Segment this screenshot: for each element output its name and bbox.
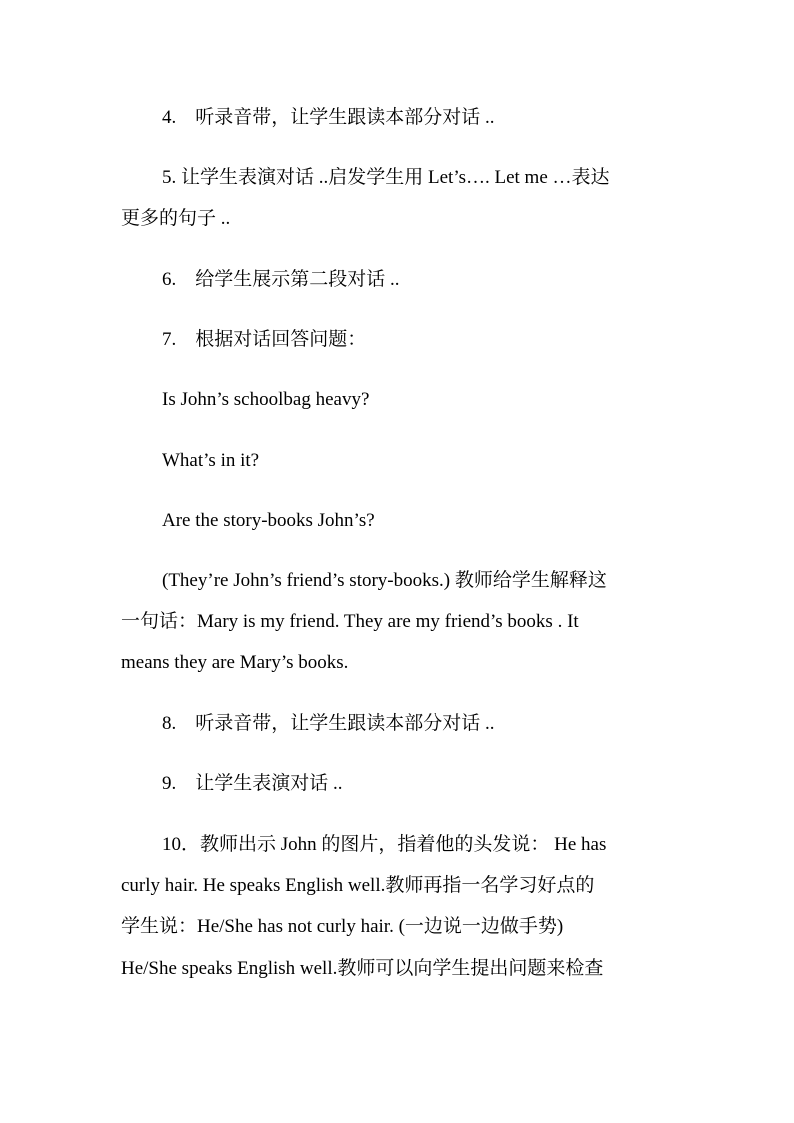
- step-8-line: 8. 听录音带，让学生跟读本部分对话 ..: [162, 713, 495, 734]
- step-4-line: 4. 听录音带，让学生跟读本部分对话 ..: [162, 107, 495, 128]
- step-7-line: 7. 根据对话回答问题：: [162, 329, 367, 350]
- step-9-line: 9. 让学生表演对话 ..: [162, 773, 343, 794]
- step-10-line-2: curly hair. He speaks English well.教师再指一名学习好点的: [121, 875, 595, 896]
- step-5-line-2: 更多的句子 ..: [121, 208, 231, 229]
- step-6-line: 6. 给学生展示第二段对话 ..: [162, 269, 400, 290]
- question-1: Is John’s schoolbag heavy?: [162, 389, 370, 410]
- step-10-line-1: 10．教师出示 John 的图片，指着他的头发说： He has: [162, 834, 607, 855]
- step-10-line-3: 学生说：He/She has not curly hair. (一边说一边做手势): [121, 916, 564, 937]
- question-2: What’s in it?: [162, 450, 260, 471]
- step-5-line-1: 5. 让学生表演对话 ..启发学生用 Let’s…. Let me …表达: [162, 167, 610, 188]
- explanation-line-3: means they are Mary’s books.: [121, 652, 349, 673]
- explanation-line-1: (They’re John’s friend’s story-books.) 教师给学生解释这: [162, 570, 607, 591]
- explanation-line-2: 一句话：Mary is my friend. They are my friend’s books . It: [121, 611, 579, 632]
- step-10-line-4: He/She speaks English well.教师可以向学生提出问题来检查: [121, 958, 604, 979]
- question-3: Are the story-books John’s?: [162, 510, 375, 531]
